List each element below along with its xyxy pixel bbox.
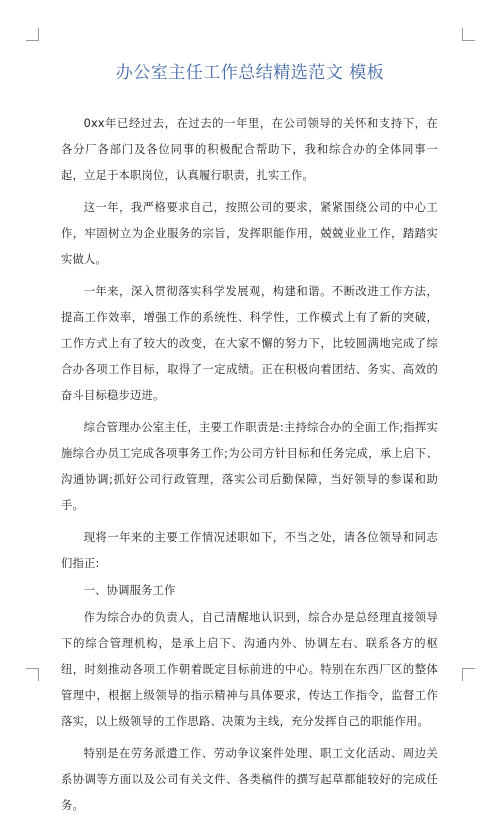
document-title: 办公室主任工作总结精选范文 模板 bbox=[115, 63, 385, 83]
paragraph-year-review: 一年来，深入贯彻落实科学发展观，构建和谐。不断改进工作方法，提高工作效率，增强工作的系统性、科学性，工作模式上有了新的突破，工作方式上有了较大的改变，在大家不懈的努力下，比较圆满地完成了综合办各项工作目标，取得了一定成绩。正在积极向着团结、务实、高效的奋斗目标稳步迈进。 bbox=[61, 285, 438, 402]
paragraph-coordination: 作为综合办的负责人，自己清醒地认识到，综合办是总经理直接领导下的综合管理机构，是承上启下、沟通内外、协调左右、联系各方的枢纽，时刻推动各项工作朝着既定目标前进的中心。特别在东西厂区的整体管理中，根据上级领导的指示精神与具体要求，传达工作指令，监督工作落实，以上级领导的工作思路、决策为主线，充分发挥自己的职能作用。 bbox=[61, 611, 438, 728]
document-body bbox=[61, 111, 438, 825]
paragraph-duties: 综合管理办公室主任，主要工作职责是:主持综合办的全面工作;指挥实施综合办员工完成各项事务工作;为公司方针目标和任务完成，承上启下、沟通协调;抓好公司行政管理，落实公司后勤保障，当好领导的参谋和助手。 bbox=[61, 421, 438, 512]
section-heading-coordination: 一、协调服务工作 bbox=[83, 584, 176, 597]
paragraph-special-tasks: 特别是在劳务派遣工作、劳动争议案件处理、职工文化活动、周边关系协调等方面以及公司有关文件、各类稿件的撰写起草都能较好的完成任务。 bbox=[61, 747, 438, 812]
paragraph-intro: 0xx年已经过去，在过去的一年里，在公司领导的关怀和支持下，在各分厂各部门及各位同事的积极配合帮助下，我和综合办的全体同事一起，立足于本职岗位，认真履行职责，扎实工作。 bbox=[61, 117, 438, 182]
paragraph-attitude: 这一年，我严格要求自己，按照公司的要求，紧紧围绕公司的中心工作，牢固树立为企业服务的宗旨，发挥职能作用，兢兢业业工作，踏踏实实做人。 bbox=[61, 201, 438, 266]
crop-mark-bottom-left bbox=[26, 668, 39, 681]
paragraph-report-intro: 现将一年来的主要工作情况述职如下，不当之处，请各位领导和同志们指正: bbox=[61, 531, 438, 570]
crop-mark-bottom-right bbox=[462, 668, 475, 681]
crop-mark-top-left bbox=[26, 28, 39, 41]
crop-mark-top-right bbox=[462, 28, 475, 41]
